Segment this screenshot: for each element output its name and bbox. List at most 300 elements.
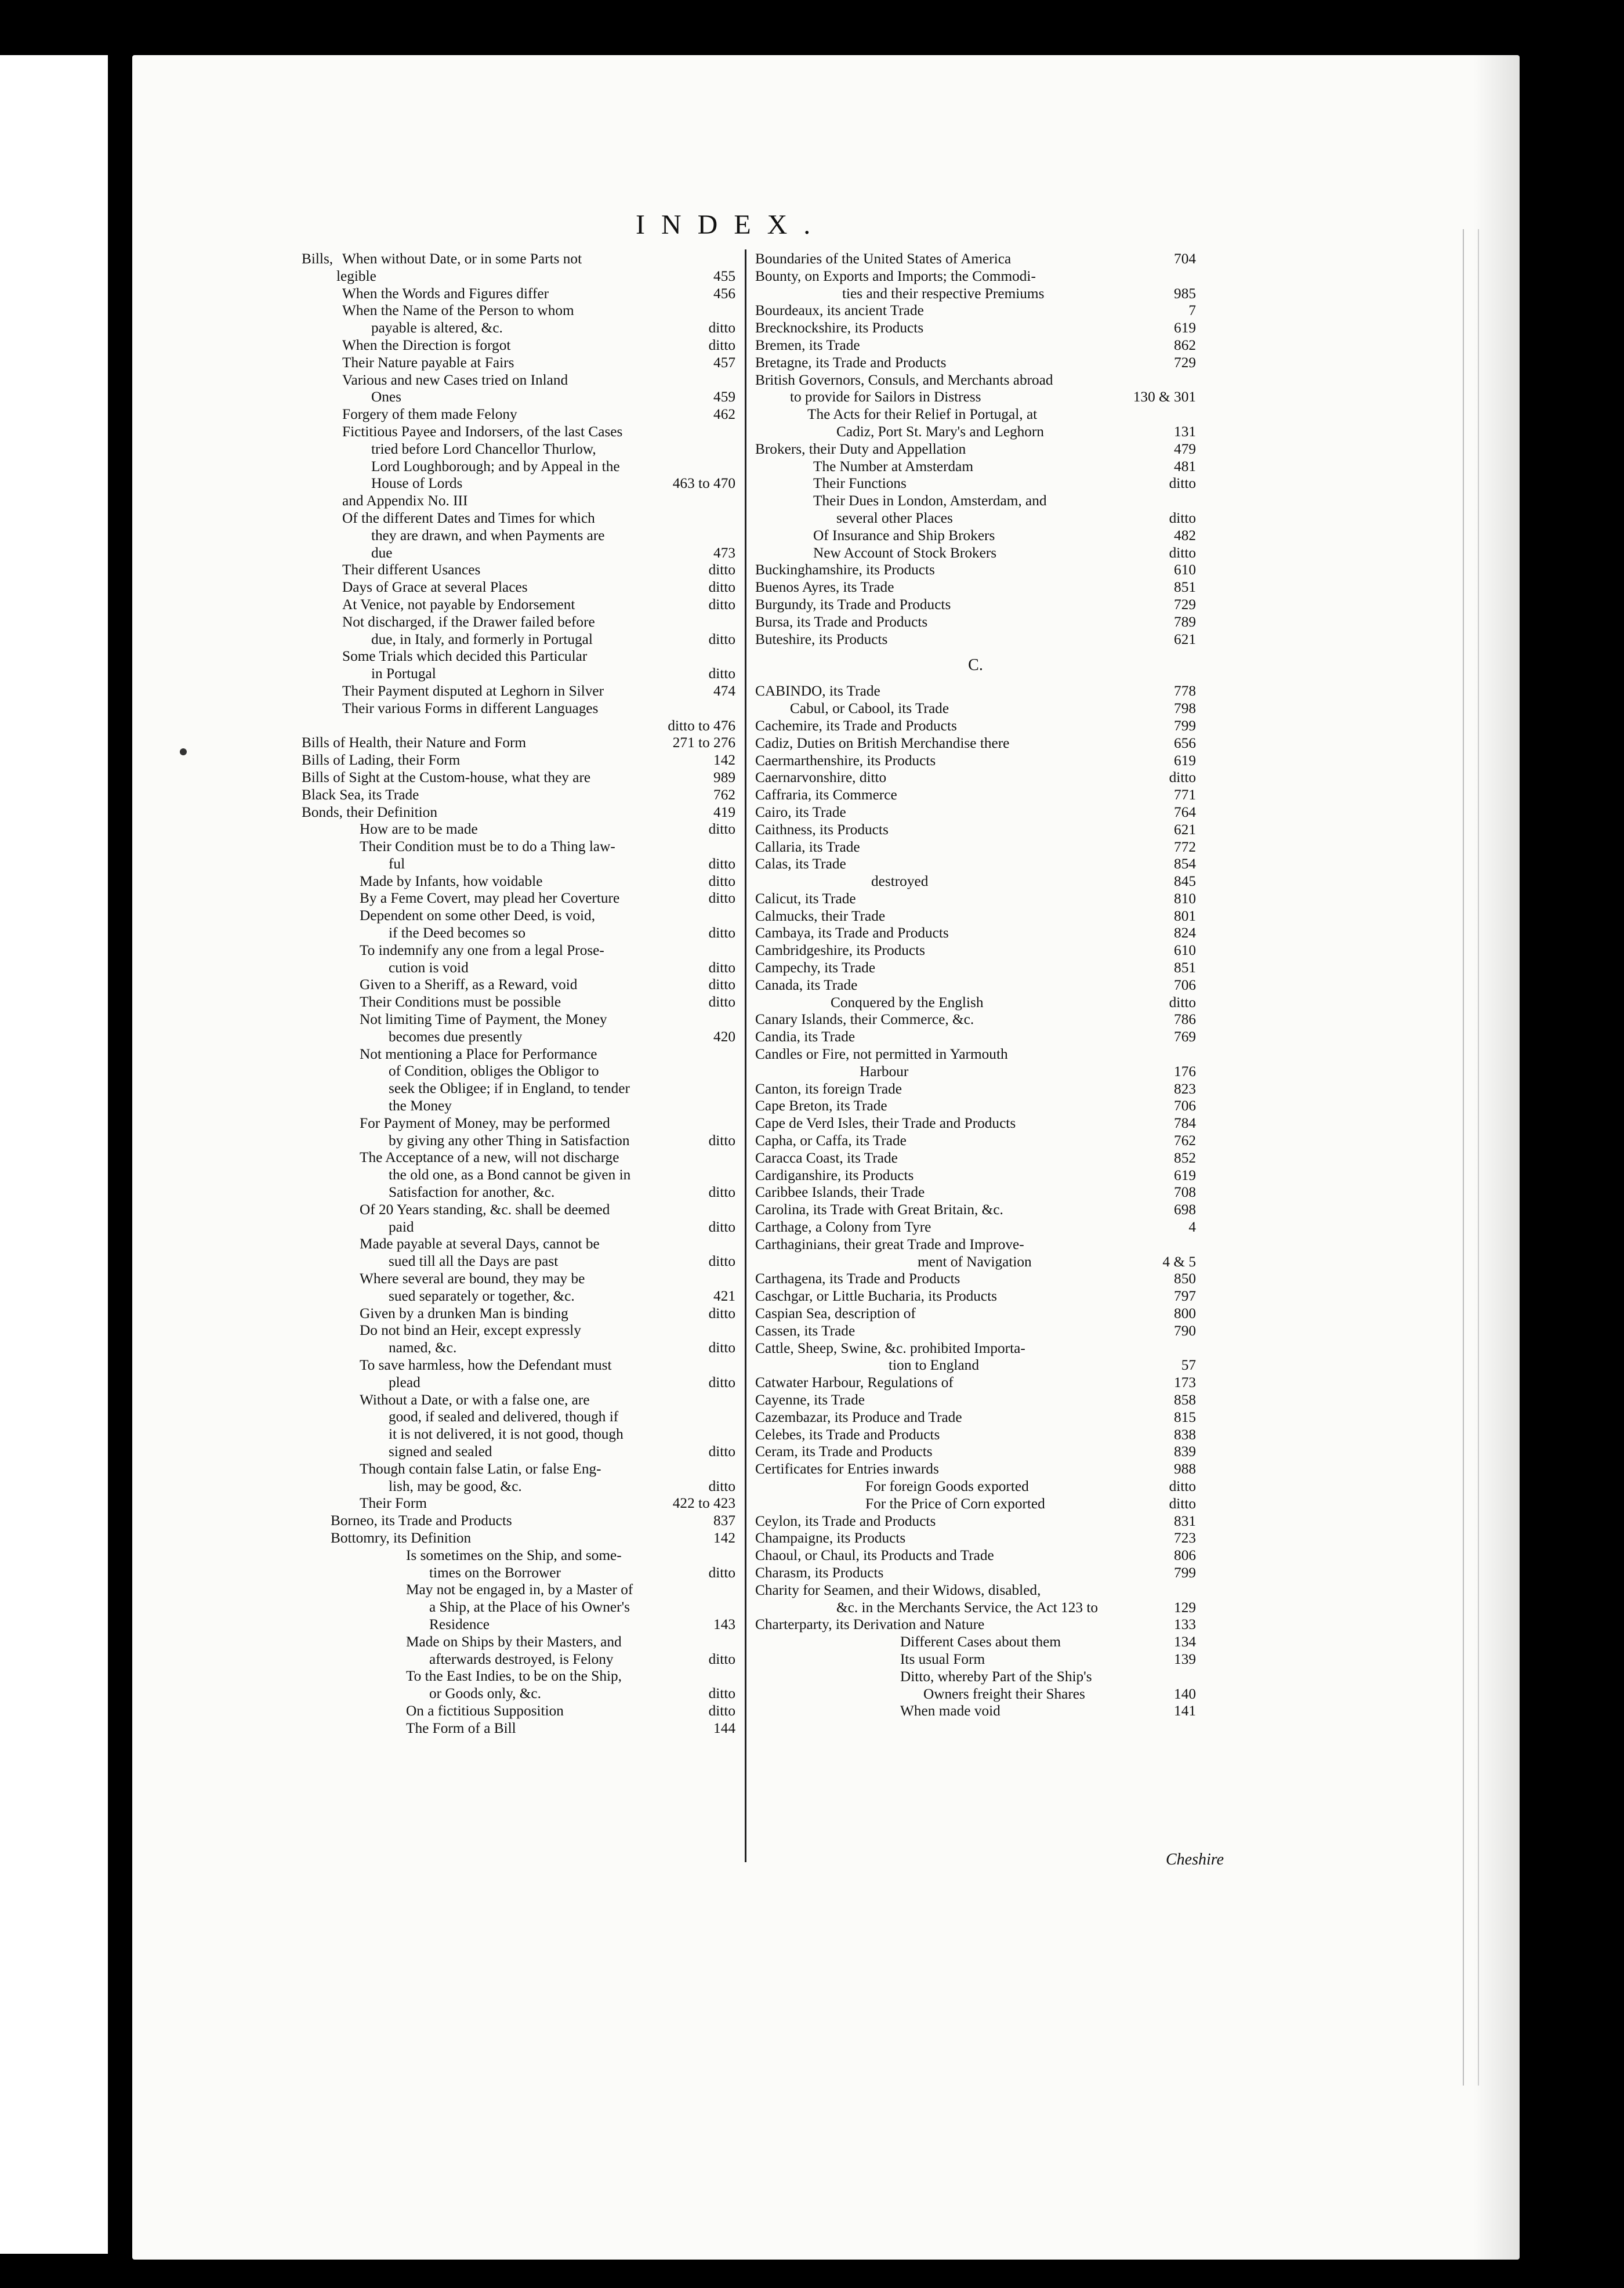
entry-text: On a fictitious Supposition — [406, 1702, 564, 1719]
entry-text: May not be engaged in, by a Master of — [406, 1581, 633, 1598]
entry-text: Various and new Cases tried on Inland — [342, 371, 568, 388]
index-entry — [755, 908, 1196, 925]
entry-text: Bounty, on Exports and Imports; the Commodi- — [755, 267, 1036, 284]
index-entry — [755, 614, 1196, 631]
entry-text: Calicut, its Trade — [755, 890, 856, 907]
page-reference: 798 — [1174, 700, 1196, 717]
page-reference: ditto — [708, 1184, 735, 1201]
index-entry — [302, 1685, 735, 1703]
entry-text: ties and their respective Premiums — [842, 285, 1045, 302]
page-reference: 723 — [1174, 1530, 1196, 1547]
entry-text: For foreign Goods exported — [865, 1478, 1029, 1494]
index-entry — [755, 493, 1196, 510]
index-entry — [755, 821, 1196, 839]
index-entry — [755, 942, 1196, 960]
entry-text: Their Form — [360, 1495, 427, 1512]
index-entry — [302, 475, 735, 493]
entry-text: if the Deed becomes so — [389, 925, 526, 942]
entry-text: Their various Forms in different Languages — [342, 700, 599, 716]
index-entry — [302, 1063, 735, 1080]
index-entry — [755, 925, 1196, 942]
entry-text: it is not delivered, it is not good, though — [389, 1426, 624, 1443]
page-reference: 704 — [1174, 251, 1196, 267]
entry-text: ful — [389, 855, 405, 872]
page-reference: ditto — [708, 665, 735, 682]
page-reference: ditto to 476 — [668, 717, 735, 734]
page-reference: ditto — [1169, 994, 1196, 1011]
index-entry — [302, 614, 735, 631]
entry-text: New Account of Stock Brokers — [813, 544, 997, 561]
entry-text: Cayenne, its Trade — [755, 1392, 865, 1408]
entry-text: Caithness, its Products — [755, 821, 889, 838]
index-entry — [302, 1409, 735, 1426]
entry-text: tried before Lord Chancellor Thurlow, — [371, 440, 596, 457]
entry-text: Their Payment disputed at Leghorn in Silver — [342, 682, 604, 699]
entry-text: Conquered by the English — [831, 994, 984, 1011]
page-reference: 474 — [713, 682, 735, 699]
page-reference: ditto — [1169, 1495, 1196, 1512]
index-entry — [755, 1081, 1196, 1098]
page-reference: 838 — [1174, 1426, 1196, 1443]
entry-heading: Bills, — [302, 251, 334, 267]
index-entry — [302, 423, 735, 441]
entry-text: Lord Loughborough; and by Appeal in the — [371, 458, 620, 475]
page-reference: 271 to 276 — [672, 734, 735, 751]
page-reference: 989 — [713, 769, 735, 785]
page-reference: 176 — [1174, 1063, 1196, 1080]
entry-text: Owners freight their Shares — [923, 1685, 1085, 1702]
index-entry — [302, 1461, 735, 1478]
page-reference: 786 — [1174, 1011, 1196, 1028]
page-reference: ditto — [708, 579, 735, 596]
index-entry — [302, 527, 735, 545]
page-reference: 729 — [1174, 354, 1196, 371]
page-reference: 772 — [1174, 838, 1196, 855]
entry-text: afterwards destroyed, is Felony — [429, 1650, 614, 1667]
index-entry — [755, 1374, 1196, 1392]
index-entry — [302, 752, 735, 769]
entry-text: Boundaries of the United States of America — [755, 251, 1012, 267]
entry-text: Do not bind an Heir, except expressly — [360, 1322, 581, 1339]
index-entry — [302, 372, 735, 389]
entry-text: Not limiting Time of Payment, the Money — [360, 1011, 607, 1028]
index-entry — [302, 337, 735, 354]
page-reference: ditto — [1169, 769, 1196, 786]
index-entry — [302, 510, 735, 527]
entry-text: For the Price of Corn exported — [865, 1495, 1045, 1512]
page-reference: 729 — [1174, 596, 1196, 613]
index-entry — [302, 579, 735, 596]
index-entry — [755, 1219, 1196, 1236]
index-entry — [755, 458, 1196, 476]
index-entry — [755, 1651, 1196, 1668]
page-reference: 824 — [1174, 925, 1196, 942]
index-entry — [302, 804, 735, 821]
index-entry — [755, 752, 1196, 770]
index-entry — [755, 1046, 1196, 1063]
page-reference: 851 — [1174, 579, 1196, 596]
index-entry — [755, 545, 1196, 562]
page-reference: ditto — [708, 1685, 735, 1702]
page-reference: ditto — [708, 320, 735, 336]
index-entry — [302, 493, 735, 510]
entry-text: Buteshire, its Products — [755, 631, 888, 647]
index-entry — [302, 1098, 735, 1115]
page-reference: 839 — [1174, 1443, 1196, 1460]
index-entry — [302, 1305, 735, 1323]
index-entry — [302, 1201, 735, 1219]
entry-text: Catwater Harbour, Regulations of — [755, 1374, 954, 1391]
page-reference: 134 — [1174, 1634, 1196, 1650]
page-reference: 784 — [1174, 1115, 1196, 1132]
entry-text: Bottomry, its Definition — [331, 1529, 472, 1546]
index-entry — [302, 458, 735, 476]
entry-text: Cachemire, its Trade and Products — [755, 717, 957, 734]
page-reference: 762 — [713, 786, 735, 803]
entry-text: When made void — [900, 1703, 1000, 1719]
entry-text: legible — [336, 267, 376, 284]
index-entry — [755, 1115, 1196, 1132]
entry-text: Ceram, its Trade and Products — [755, 1443, 933, 1460]
left-index-column — [302, 251, 735, 1737]
index-entry — [302, 1046, 735, 1063]
page-reference: 619 — [1174, 1167, 1196, 1183]
index-entry — [755, 596, 1196, 614]
page-reference: 698 — [1174, 1201, 1196, 1218]
entry-text: Without a Date, or with a false one, are — [360, 1391, 590, 1408]
index-entry — [302, 1374, 735, 1392]
entry-text: Cape Breton, its Trade — [755, 1098, 887, 1114]
entry-text: Cassen, its Trade — [755, 1322, 855, 1339]
page-reference: 799 — [1174, 1564, 1196, 1581]
page-reference: 706 — [1174, 976, 1196, 993]
index-entry — [755, 700, 1196, 718]
page-reference: 771 — [1174, 787, 1196, 803]
entry-text: Some Trials which decided this Particular — [342, 648, 588, 665]
page-reference: 656 — [1174, 734, 1196, 751]
index-entry — [755, 683, 1196, 700]
page-reference: 764 — [1174, 803, 1196, 820]
page-reference: 419 — [713, 803, 735, 820]
index-entry — [302, 1651, 735, 1668]
page-reference: 130 & 301 — [1133, 389, 1196, 406]
entry-text: Their different Usances — [342, 562, 481, 578]
entry-text: Charterparty, its Derivation and Nature — [755, 1616, 985, 1633]
page-reference: ditto — [1169, 544, 1196, 561]
index-entry — [302, 302, 735, 320]
entry-text: Cambaya, its Trade and Products — [755, 925, 949, 942]
entry-text: Bills of Health, their Nature and Form — [302, 734, 527, 751]
entry-text: Buenos Ayres, its Trade — [755, 579, 894, 596]
entry-text: to provide for Sailors in Distress — [790, 389, 981, 406]
index-entry — [302, 268, 735, 285]
entry-text: To save harmless, how the Defendant must — [360, 1357, 612, 1373]
page-reference: ditto — [708, 994, 735, 1011]
entry-text: Ditto, whereby Part of the Ship's — [900, 1668, 1092, 1685]
index-entry — [302, 406, 735, 423]
index-entry — [755, 354, 1196, 372]
index-entry — [755, 423, 1196, 441]
entry-text: Dependent on some other Deed, is void, — [360, 907, 596, 924]
page-reference: ditto — [708, 1443, 735, 1460]
entry-text: When the Name of the Person to whom — [342, 302, 574, 319]
entry-text: Charasm, its Products — [755, 1564, 884, 1581]
entry-text: Borneo, its Trade and Products — [331, 1512, 512, 1529]
entry-text: Satisfaction for another, &c. — [389, 1184, 555, 1201]
entry-text: To indemnify any one from a legal Prose- — [360, 942, 604, 958]
page-reference: 456 — [713, 285, 735, 302]
entry-text: Caermarthenshire, its Products — [755, 752, 936, 769]
index-entry — [755, 1201, 1196, 1219]
index-entry — [755, 510, 1196, 527]
page-reference: 143 — [713, 1616, 735, 1632]
index-entry — [755, 1703, 1196, 1720]
page-reference: 852 — [1174, 1149, 1196, 1166]
page-fore-edge — [1463, 229, 1479, 2086]
entry-text: destroyed — [871, 873, 929, 890]
index-entry — [302, 1443, 735, 1461]
page-title: INDEX. — [636, 209, 827, 240]
page-reference: ditto — [708, 1340, 735, 1356]
index-entry — [755, 1305, 1196, 1323]
index-entry — [755, 1547, 1196, 1565]
index-entry — [302, 1149, 735, 1167]
page-reference: ditto — [708, 959, 735, 976]
index-entry — [755, 1530, 1196, 1547]
entry-text: Carolina, its Trade with Great Britain, &c. — [755, 1201, 1003, 1218]
index-entry — [755, 1098, 1196, 1115]
page-reference: ditto — [708, 821, 735, 838]
page-reference: 140 — [1174, 1685, 1196, 1702]
index-entry — [755, 1616, 1196, 1634]
entry-text: Canada, its Trade — [755, 976, 858, 993]
index-entry — [755, 735, 1196, 752]
entry-text: payable is altered, &c. — [371, 320, 503, 336]
index-entry — [302, 856, 735, 873]
index-entry — [302, 648, 735, 665]
index-entry — [302, 285, 735, 303]
page-reference: 790 — [1174, 1322, 1196, 1339]
page-reference: 142 — [713, 1529, 735, 1546]
index-entry — [302, 1634, 735, 1651]
entry-text: Bourdeaux, its ancient Trade — [755, 302, 924, 319]
page-reference: 837 — [713, 1512, 735, 1529]
page-reference: ditto — [708, 1478, 735, 1494]
entry-text: Certificates for Entries inwards — [755, 1461, 939, 1478]
index-entry — [302, 890, 735, 907]
page-reference: 57 — [1181, 1357, 1196, 1374]
page-reference: 129 — [1174, 1599, 1196, 1616]
index-entry — [755, 1150, 1196, 1167]
page-reference: 4 & 5 — [1162, 1253, 1196, 1270]
entry-text: Carthagena, its Trade and Products — [755, 1270, 960, 1287]
page-reference: 133 — [1174, 1616, 1196, 1633]
index-entry — [302, 1167, 735, 1184]
page-reference: ditto — [708, 1650, 735, 1667]
index-entry — [302, 1270, 735, 1288]
index-entry — [755, 1409, 1196, 1427]
page-reference: 815 — [1174, 1409, 1196, 1425]
entry-text: Not mentioning a Place for Performance — [360, 1045, 597, 1062]
index-entry — [755, 1565, 1196, 1582]
page-reference: 797 — [1174, 1288, 1196, 1305]
index-entry — [302, 1080, 735, 1098]
entry-text: Their Dues in London, Amsterdam, and — [813, 493, 1047, 509]
entry-text: cution is void — [389, 959, 469, 976]
index-entry — [755, 1668, 1196, 1686]
page-reference: 459 — [713, 389, 735, 406]
right-index-column — [755, 251, 1196, 1720]
entry-text: Different Cases about them — [900, 1634, 1061, 1650]
entry-text: When the Direction is forgot — [342, 336, 511, 353]
index-entry — [302, 1340, 735, 1357]
entry-text: Their Conditions must be possible — [360, 994, 561, 1011]
entry-text: Bremen, its Trade — [755, 336, 860, 353]
page-reference: 762 — [1174, 1132, 1196, 1149]
index-entry — [755, 960, 1196, 977]
entry-text: Calmucks, their Trade — [755, 907, 886, 924]
entry-text: Made on Ships by their Masters, and — [406, 1633, 622, 1650]
index-entry — [755, 251, 1196, 268]
page-reference: ditto — [708, 976, 735, 993]
page-reference: 142 — [713, 752, 735, 769]
page-reference: 422 to 423 — [672, 1495, 735, 1512]
index-entry — [755, 977, 1196, 994]
index-entry — [755, 579, 1196, 596]
entry-text: Campechy, its Trade — [755, 960, 876, 976]
index-entry — [302, 1426, 735, 1443]
entry-text: At Venice, not payable by Endorsement — [342, 596, 575, 613]
entry-text: Of the different Dates and Times for which — [342, 509, 595, 526]
index-entry — [302, 1288, 735, 1305]
page-reference: 985 — [1174, 285, 1196, 302]
index-entry — [755, 769, 1196, 787]
entry-text: Ceylon, its Trade and Products — [755, 1512, 936, 1529]
entry-text: sued till all the Days are past — [389, 1253, 559, 1270]
index-entry — [755, 441, 1196, 458]
entry-text: a Ship, at the Place of his Owner's — [429, 1599, 630, 1616]
index-entry — [302, 545, 735, 562]
index-entry — [302, 683, 735, 700]
entry-text: Not discharged, if the Drawer failed before — [342, 613, 595, 630]
entry-text: Cardiganshire, its Products — [755, 1167, 914, 1183]
index-entry — [302, 1219, 735, 1236]
index-entry — [302, 734, 735, 752]
page-reference: 806 — [1174, 1547, 1196, 1564]
entry-text: The Number at Amsterdam — [813, 458, 974, 475]
index-entry — [755, 389, 1196, 406]
page-reference: ditto — [708, 1564, 735, 1581]
entry-text: Bursa, its Trade and Products — [755, 613, 928, 630]
index-entry — [302, 838, 735, 856]
index-entry — [755, 320, 1196, 337]
entry-text: seek the Obligee; if in England, to tender — [389, 1080, 630, 1097]
entry-text: Caschgar, or Little Bucharia, its Products — [755, 1288, 997, 1305]
entry-text: When without Date, or in some Parts not — [342, 251, 582, 267]
index-entry — [755, 1357, 1196, 1374]
page-reference: 4 — [1188, 1219, 1196, 1236]
entry-text: Brecknockshire, its Products — [755, 320, 924, 336]
entry-text: by giving any other Thing in Satisfaction — [389, 1132, 630, 1149]
entry-text: Is sometimes on the Ship, and some- — [406, 1547, 622, 1563]
index-entry — [755, 1340, 1196, 1357]
entry-text: Brokers, their Duty and Appellation — [755, 440, 966, 457]
index-entry — [755, 1599, 1196, 1617]
page-reference: 706 — [1174, 1098, 1196, 1114]
page-reference: 810 — [1174, 890, 1196, 907]
entry-text: Fictitious Payee and Indorsers, of the last Cases — [342, 423, 623, 440]
page-reference: 619 — [1174, 752, 1196, 769]
entry-text: Cabul, or Cabool, its Trade — [790, 700, 949, 717]
entry-text: Caernarvonshire, ditto — [755, 769, 887, 786]
page-reference: 462 — [713, 406, 735, 423]
entry-text: times on the Borrower — [429, 1564, 561, 1581]
index-entry — [755, 1513, 1196, 1530]
index-entry — [755, 1634, 1196, 1651]
entry-text: or Goods only, &c. — [429, 1685, 541, 1702]
entry-text: Their Functions — [813, 475, 907, 492]
index-entry — [302, 1011, 735, 1029]
index-entry — [755, 1427, 1196, 1444]
index-entry — [755, 787, 1196, 804]
index-entry — [302, 942, 735, 960]
entry-text: Though contain false Latin, or false Eng- — [360, 1460, 601, 1477]
index-entry — [302, 994, 735, 1011]
index-entry — [755, 1167, 1196, 1185]
page-reference: 457 — [713, 354, 735, 371]
index-entry — [755, 527, 1196, 545]
index-entry — [302, 1322, 735, 1340]
entry-text: Caffraria, its Commerce — [755, 787, 897, 803]
index-entry — [302, 320, 735, 337]
entry-text: Their Condition must be to do a Thing law- — [360, 838, 615, 855]
page-reference: 141 — [1174, 1703, 1196, 1719]
entry-text: Their Nature payable at Fairs — [342, 354, 514, 371]
entry-text: Of 20 Years standing, &c. shall be deemed — [360, 1201, 610, 1218]
page-reference: ditto — [708, 873, 735, 889]
index-entry — [302, 1115, 735, 1132]
section-letter: C. — [968, 656, 983, 675]
page-reference: 455 — [713, 267, 735, 284]
page-reference: ditto — [708, 596, 735, 613]
index-entry — [302, 1392, 735, 1409]
page-reference: 473 — [713, 544, 735, 561]
entry-text: signed and sealed — [389, 1443, 492, 1460]
entry-text: of Condition, obliges the Obligor to — [389, 1063, 599, 1080]
index-entry — [302, 1253, 735, 1270]
index-entry — [755, 406, 1196, 423]
page-reference: 858 — [1174, 1392, 1196, 1408]
entry-text: Made payable at several Days, cannot be — [360, 1236, 600, 1252]
entry-text: Cambridgeshire, its Products — [755, 942, 925, 959]
index-entry — [302, 925, 735, 942]
index-entry — [302, 631, 735, 649]
entry-text: Calas, its Trade — [755, 856, 846, 873]
page-reference: ditto — [708, 631, 735, 647]
entry-text: Capha, or Caffa, its Trade — [755, 1132, 907, 1149]
index-entry — [302, 562, 735, 579]
entry-text: To the East Indies, to be on the Ship, — [406, 1668, 622, 1685]
entry-text: Residence — [429, 1616, 490, 1632]
index-entry — [755, 1461, 1196, 1478]
page-reference: 131 — [1174, 423, 1196, 440]
entry-text: Charity for Seamen, and their Widows, disabled, — [755, 1581, 1041, 1598]
page-reference: ditto — [708, 890, 735, 907]
index-entry — [755, 562, 1196, 579]
index-entry — [302, 1565, 735, 1582]
index-entry — [302, 873, 735, 890]
page-reference: 799 — [1174, 717, 1196, 734]
